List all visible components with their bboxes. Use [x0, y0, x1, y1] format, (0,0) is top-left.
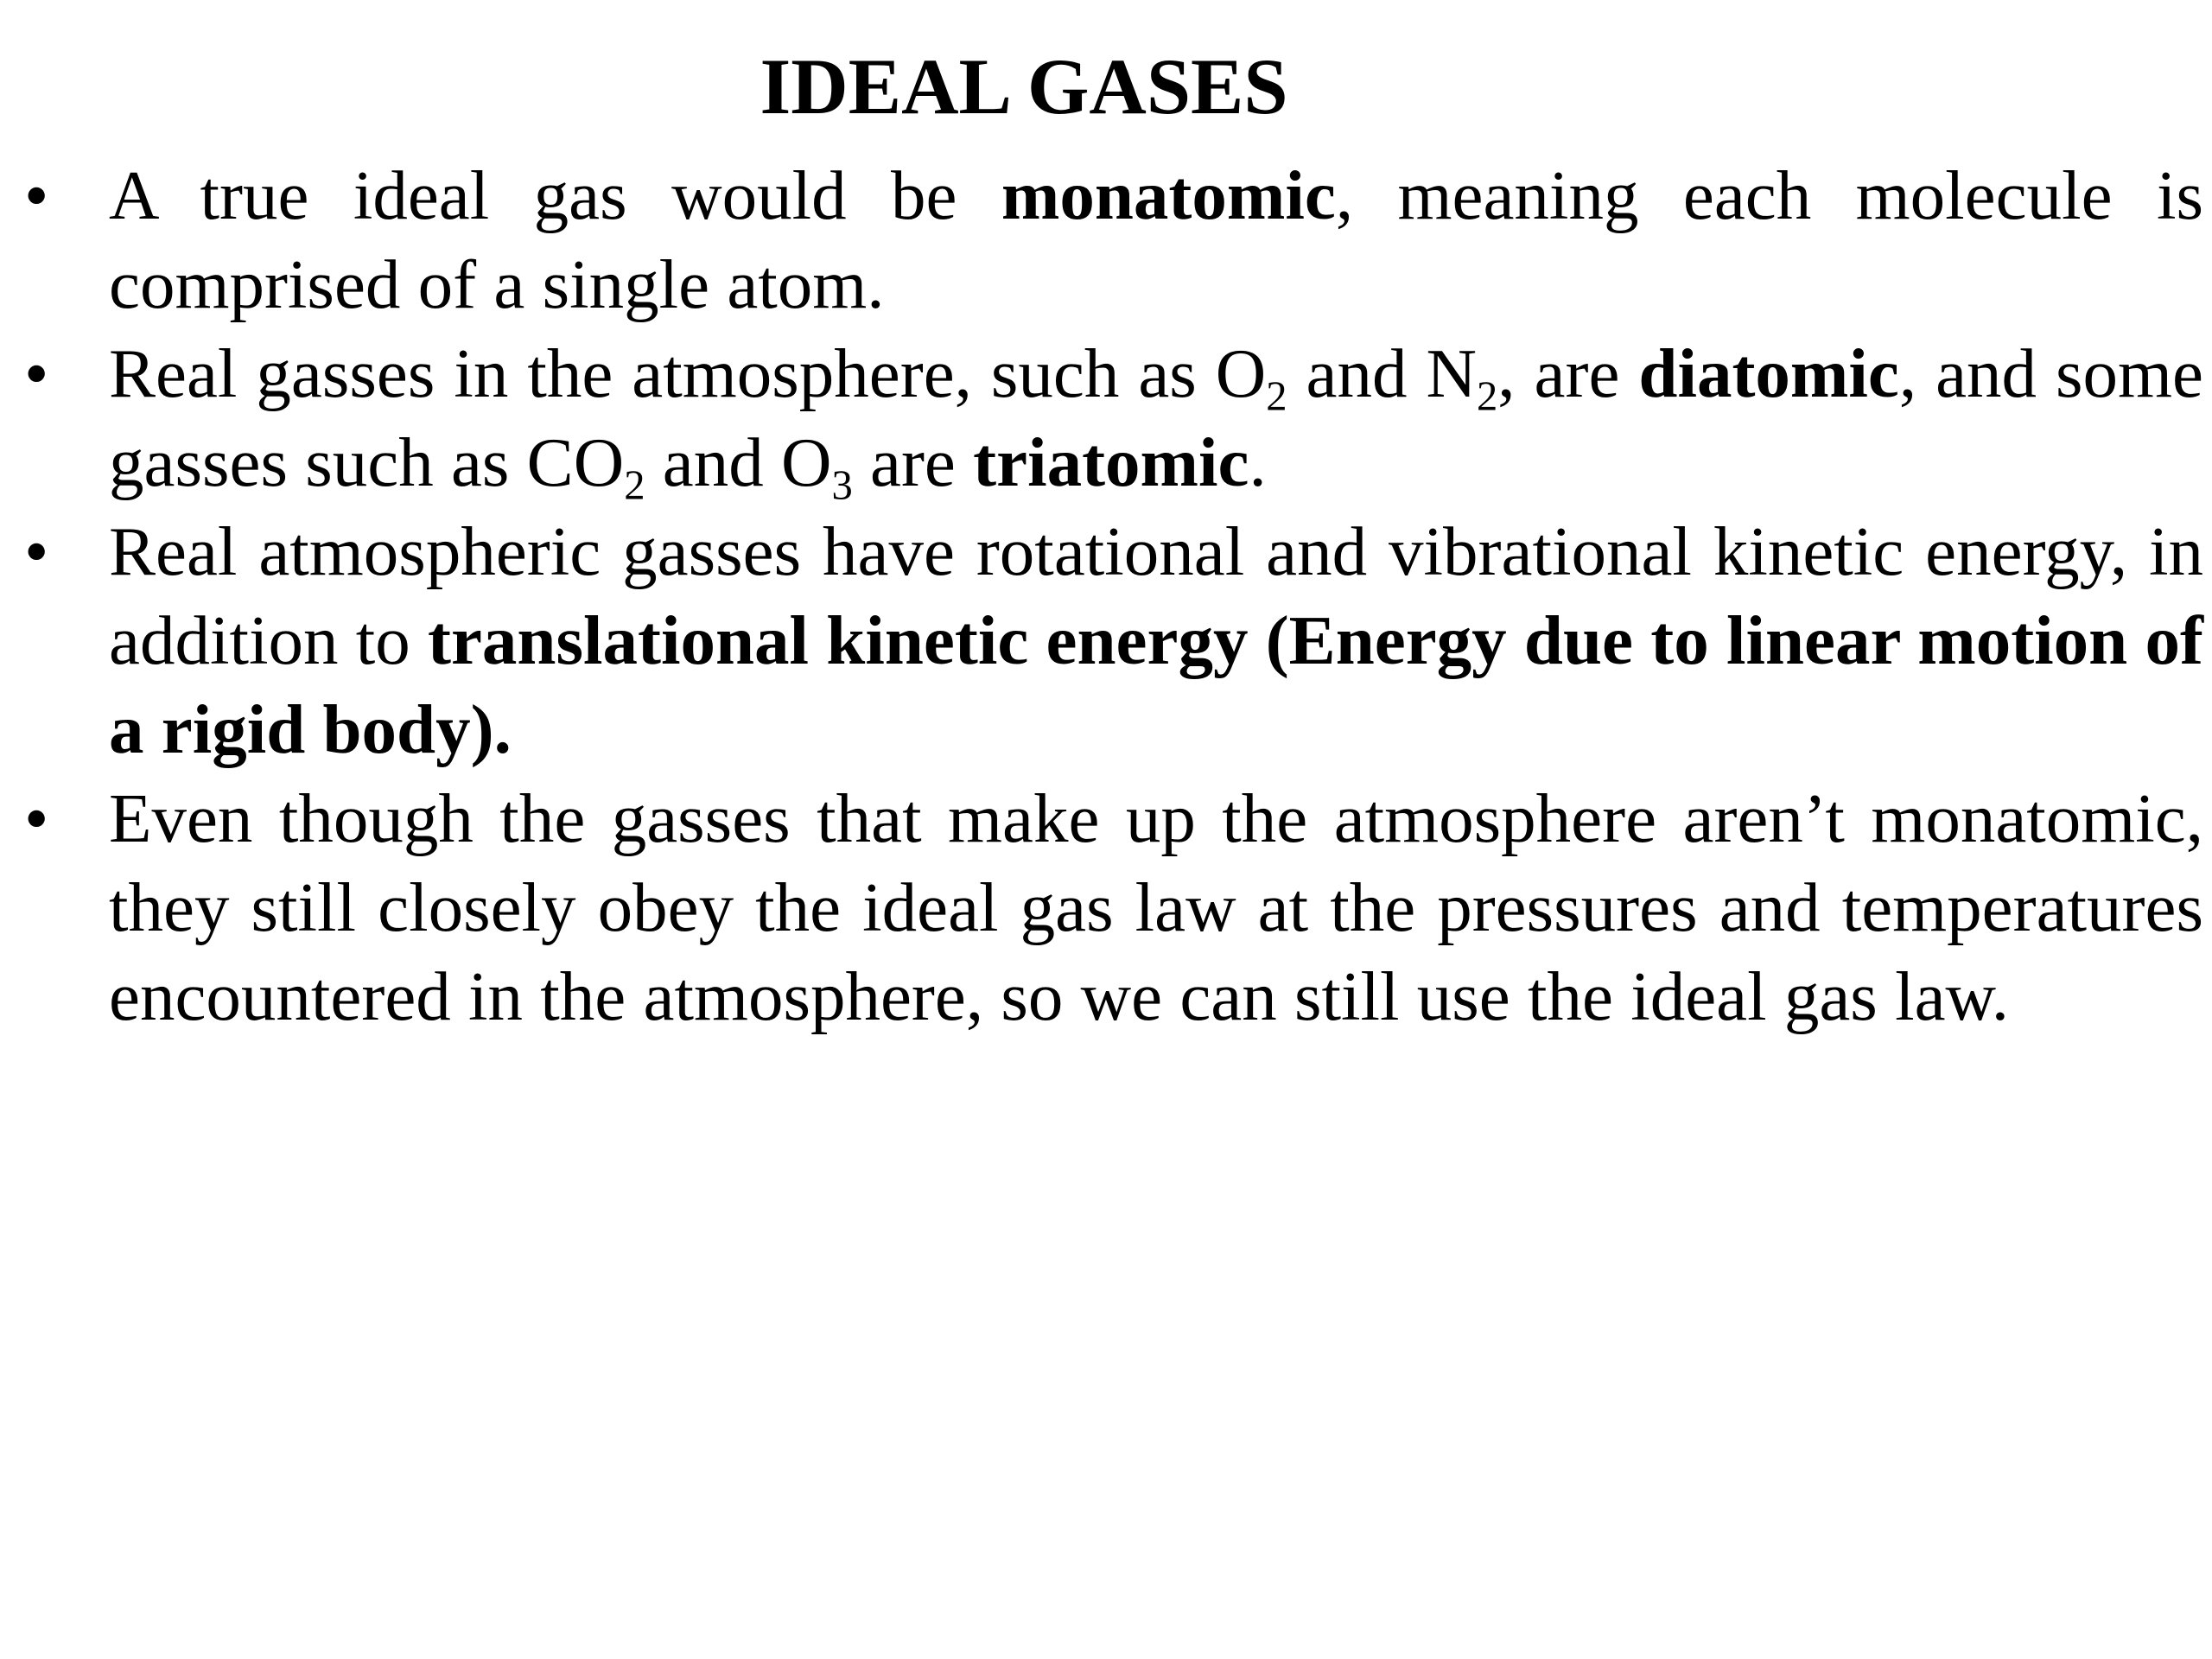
bold-term-triatomic: triatomic [973, 423, 1249, 501]
bold-term-monatomic: monatomic [1001, 156, 1336, 234]
bullet-text: and O [645, 423, 832, 501]
bullet-text: , meaning each molecule is comprised of a single atom. [109, 156, 2203, 323]
bullet-marker: • [24, 156, 49, 234]
subscript: 3 [831, 461, 853, 509]
bullet-text: are [852, 423, 974, 501]
bullet-marker: • [24, 512, 49, 590]
subscript: 2 [1266, 372, 1287, 420]
bullet-list [0, 151, 2203, 1041]
subscript: 2 [1477, 372, 1498, 420]
bullet-text: and N [1287, 334, 1477, 412]
bold-term-translational-kinetic-energy: translational kinetic energy (Energy due to linear motion of a rigid body). [109, 601, 2203, 768]
bullet-item-monatomic [0, 151, 2203, 329]
bullet-text: Real atmospheric gasses have rotational and vibrational kinetic energy, in addition to [109, 512, 2203, 679]
bullet-text: , are [1497, 334, 1639, 412]
bullet-text: A true ideal gas would be [109, 156, 1001, 234]
subscript: 2 [624, 461, 645, 509]
slide-title: IDEAL GASES [760, 42, 1288, 130]
bullet-item-kinetic-energy [0, 507, 2203, 774]
bullet-text: , and some gasses such as CO [109, 334, 2203, 501]
bullet-item-ideal-gas-law [0, 774, 2203, 1041]
bullet-text: . [1249, 423, 1267, 501]
bullet-marker: • [24, 779, 49, 857]
bullet-text: Real gasses in the atmosphere, such as O [109, 334, 1267, 412]
bullet-text: Even though the gasses that make up the atmosphere aren’t monatomic, they still closely obey the ideal gas law at the pressures and temperatures encountered in the atmosphere, so we can still use the ideal gas law. [109, 779, 2203, 1035]
bullet-item-diatomic [0, 329, 2203, 507]
bullet-marker: • [24, 334, 49, 412]
bold-term-diatomic: diatomic [1638, 334, 1899, 412]
